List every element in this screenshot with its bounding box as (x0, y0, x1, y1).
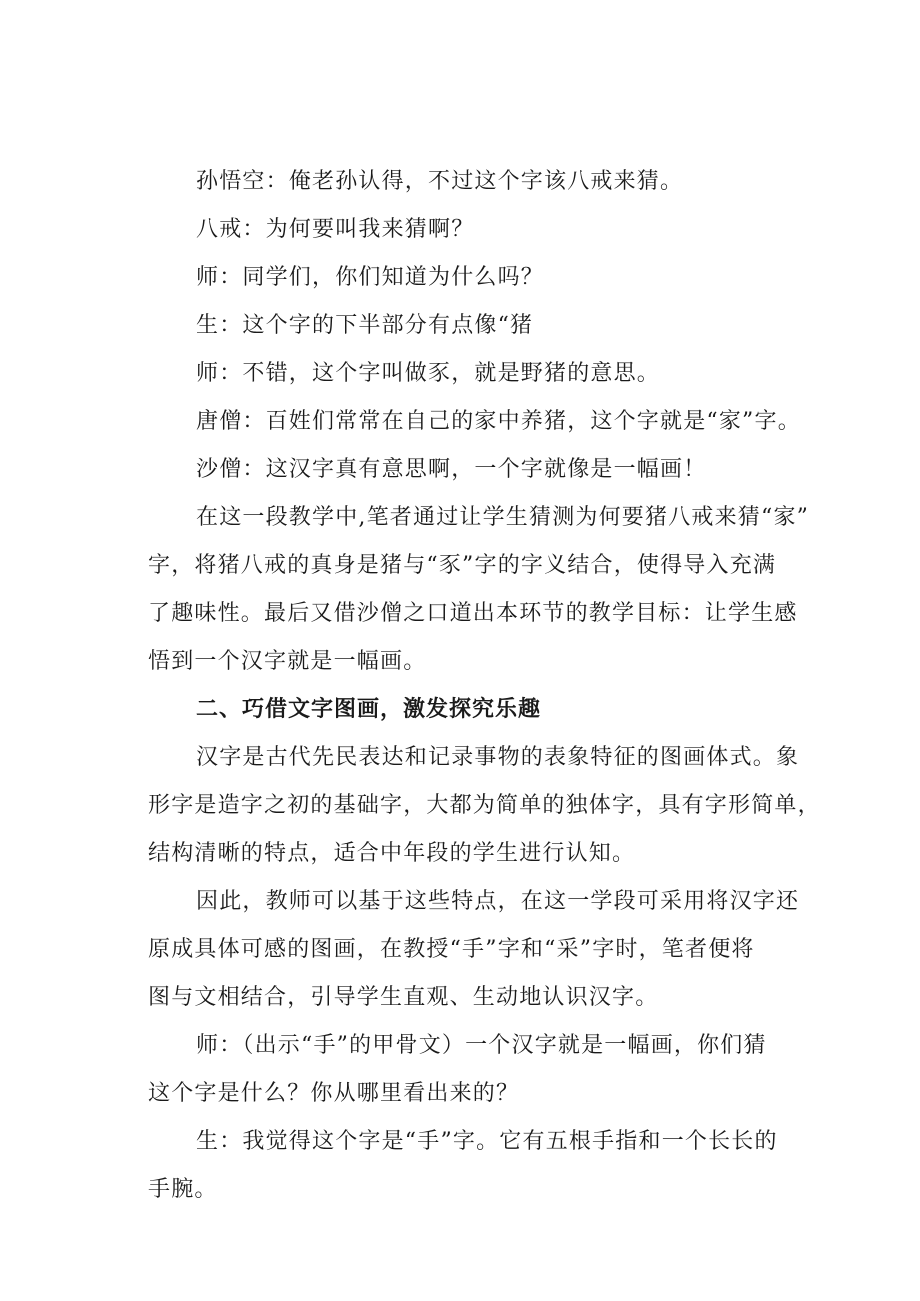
paragraph-line: 原成具体可感的图画，在教授“手”字和“采”字时，笔者便将 (148, 937, 755, 962)
dialogue-line-bajie: 八戒：为何要叫我来猜啊？ (196, 217, 475, 242)
paragraph-line: 了趣味性。最后又借沙僧之口道出本环节的教学目标：让学生感 (148, 601, 798, 626)
document-page (148, 158, 821, 1214)
paragraph-line: 结构清晰的特点，适合中年段的学生进行认知。 (148, 841, 636, 866)
dialogue-line-student-1: 生：这个字的下半部分有点像“猪 (196, 313, 534, 338)
dialogue-line-student-2: 生：我觉得这个字是“手”字。它有五根手指和一个长长的 (196, 1129, 778, 1154)
paragraph-line: 因此，教师可以基于这些特点，在这一学段可采用将汉字还 (196, 889, 800, 914)
section-heading: 二、巧借文字图画，激发探究乐趣 (196, 697, 542, 722)
paragraph-line: 这个字是什么？你从哪里看出来的？ (148, 1081, 520, 1106)
paragraph-line: 在这一段教学中,笔者通过让学生猜测为何要猪八戒来猜“家” (196, 505, 810, 530)
dialogue-line-teacher-3: 师：（出示“手”的甲骨文）一个汉字就是一幅画，你们猜 (196, 1033, 767, 1058)
paragraph-line: 图与文相结合，引导学生直观、生动地认识汉字。 (148, 985, 659, 1010)
paragraph-line: 手腕。 (148, 1177, 218, 1202)
dialogue-line-teacher-2: 师：不错，这个字叫做豕，就是野猪的意思。 (196, 361, 661, 386)
paragraph-line: 悟到一个汉字就是一幅画。 (148, 649, 427, 674)
paragraph-line: 形字是造字之初的基础字，大都为简单的独体字，具有字形简单， (148, 793, 821, 818)
dialogue-line-sunwukong: 孙悟空：俺老孙认得，不过这个字该八戒来猜。 (196, 169, 684, 194)
dialogue-line-shaseng: 沙僧：这汉字真有意思啊，一个字就像是一幅画！ (196, 457, 707, 482)
paragraph-line: 汉字是古代先民表达和记录事物的表象特征的图画体式。象 (196, 745, 800, 770)
dialogue-line-teacher-1: 师：同学们，你们知道为什么吗？ (196, 265, 545, 290)
dialogue-line-tangseng: 唐僧：百姓们常常在自己的家中养猪，这个字就是“家”字。 (196, 409, 801, 434)
paragraph-line: 字，将猪八戒的真身是猪与“豕”字的字义结合，使得导入充满 (148, 553, 777, 578)
